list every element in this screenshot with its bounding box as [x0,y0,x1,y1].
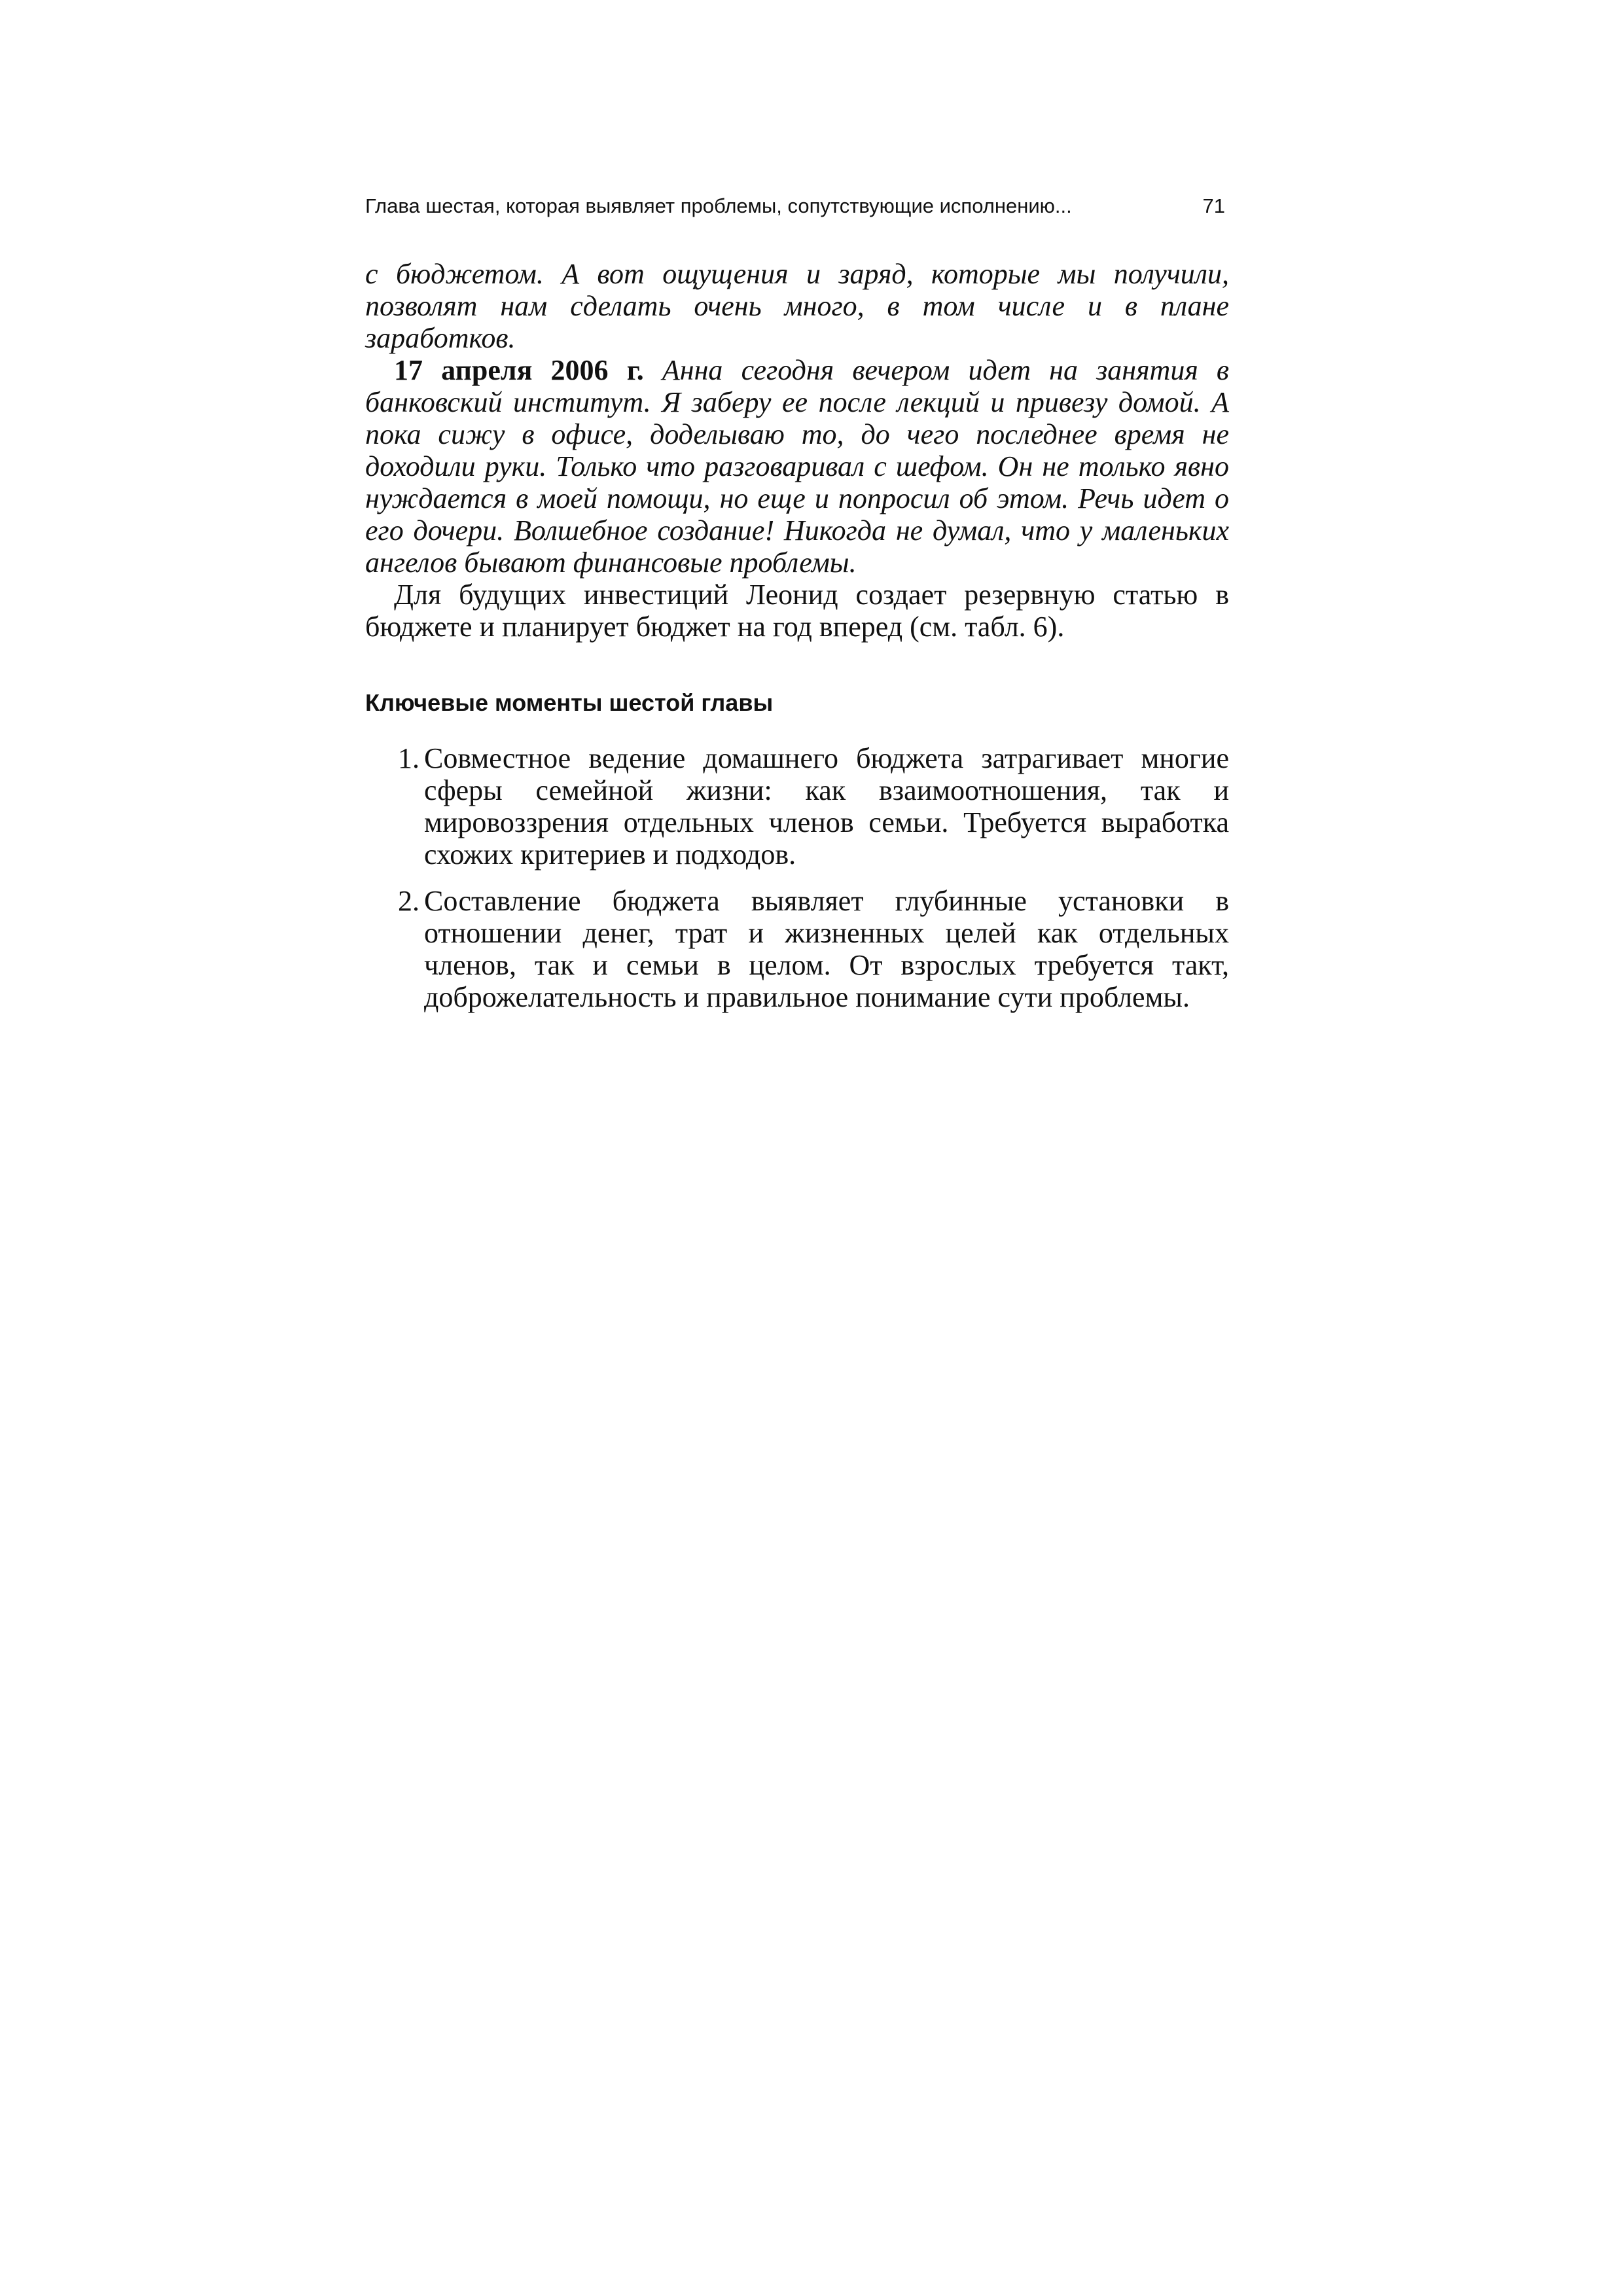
diary-text: Анна сегодня вечером идет на занятия в банковский институт. Я заберу ее после лекций и привезу домой. А пока сижу в офисе, доделываю то, до чего последнее время не доходили руки. Только что разговаривал с шефом. Он не только явно нуждается в моей помощи, но еще и попросил об этом. Речь идет о его дочери. Волшебное создание! Никогда не думал, что у маленьких ангелов бывают финансовые проблемы. [365,354,1230,579]
running-head [365,190,1229,223]
body-text [365,258,1229,1013]
key-points-list [365,742,1229,1013]
paragraph-continuation [365,258,1229,354]
list-item-text: Совместное ведение домашнего бюджета затрагивает многие сферы семейной жизни: как взаимоотношения, так и мировоззрения отдельных членов семьи. Требуется выработка схожих критериев и подходов. [424,742,1229,870]
list-item-text: Составление бюджета выявляет глубинные установки в отношении денег, трат и жизненных целей как отдельных членов, так и семьи в целом. От взрослых требуется такт, доброжелательность и правильное понимание сути проблемы. [424,885,1229,1013]
running-head-title: Глава шестая, которая выявляет проблемы, сопутствующие исполнению... [365,194,1072,217]
list-item [365,742,1229,870]
section-heading: Ключевые моменты шестой главы [365,689,774,716]
page-number: 71 [1202,194,1225,217]
list-item-number: 2. [398,885,419,917]
diary-date: 17 апреля 2006 г. [394,354,644,386]
diary-text: с бюджетом. А вот ощущения и заряд, которые мы получили, позволят нам сделать очень много, в том числе и в плане заработков. [365,258,1229,354]
list-item [365,885,1229,1013]
list-item-number: 1. [398,742,419,774]
book-page [365,190,1229,1028]
paragraph-body: Для будущих инвестиций Леонид создает резервную статью в бюджете и планирует бюджет на год вперед (см. табл. 6). [365,579,1229,643]
paragraph-diary-entry [365,354,1229,579]
